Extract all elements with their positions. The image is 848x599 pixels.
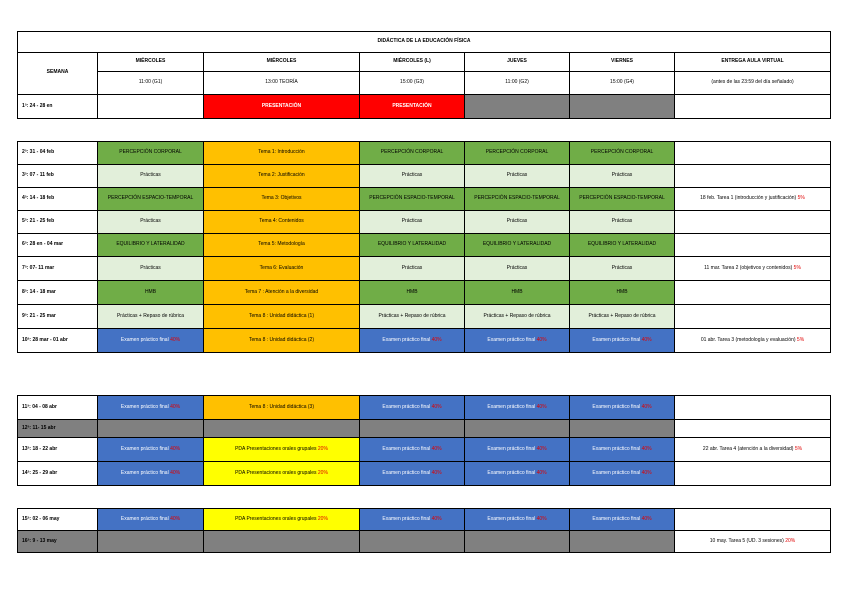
cell-text: Prácticas (401, 172, 423, 179)
week-label: 5ª: 21 - 25 feb (18, 211, 98, 234)
cell-text: Examen práctico final (382, 469, 432, 476)
table-row (18, 165, 831, 188)
entrega-cell (675, 281, 831, 305)
session-cell (465, 438, 570, 462)
session-cell (204, 188, 360, 211)
session-cell (204, 396, 360, 420)
cell-text: Prácticas (140, 172, 161, 179)
cell-text: Tema 8 : Unidad didáctica (2) (248, 336, 315, 343)
session-cell (465, 396, 570, 420)
entrega-text: 10 may. Tarea 5 (UD. 3 sesiones) (709, 537, 786, 544)
percent-value: 40% (431, 515, 442, 522)
session-cell (98, 305, 204, 329)
percent-value: 40% (536, 336, 547, 343)
cell-text: EQUILIBRIO Y LATERALIDAD (587, 241, 657, 248)
entrega-cell (675, 305, 831, 329)
entrega-cell (675, 329, 831, 353)
entrega-percent: 20% (785, 537, 796, 544)
col-day-5: VIERNES (570, 52, 675, 71)
session-cell (570, 257, 675, 281)
session-cell (570, 234, 675, 257)
percent-value: 40% (641, 469, 652, 476)
table-row (18, 281, 831, 305)
week-label: 11ª: 04 - 08 abr (18, 396, 98, 420)
percent-value: 40% (431, 445, 442, 452)
percent-value: 20% (317, 515, 328, 522)
percent-value: 40% (641, 515, 652, 522)
session-cell (570, 396, 675, 420)
session-cell (570, 462, 675, 486)
session-cell (98, 509, 204, 531)
cell-text: Prácticas (140, 264, 161, 271)
table-row (18, 420, 831, 438)
percent-value: 40% (431, 469, 442, 476)
week-label: 8ª: 14 - 18 mar (18, 281, 98, 305)
session-cell (465, 211, 570, 234)
cell-text: Tema 8 : Unidad didáctica (1) (248, 312, 315, 319)
cell-text: PERCEPCIÓN ESPACIO-TEMPORAL (474, 195, 560, 202)
session-cell (570, 165, 675, 188)
week-label: 2ª: 31 - 04 feb (18, 142, 98, 165)
entrega-text: 01 abr. Tarea 3 (metodología y evaluación) (700, 336, 797, 343)
entrega-note: (antes de las 23:59 del día señalado) (675, 71, 831, 94)
cell-text: Examen práctico final (120, 445, 171, 452)
cell-text: PRESENTACIÓN (392, 102, 432, 109)
session-cell (98, 531, 204, 553)
percent-value: 40% (641, 403, 652, 410)
session-cell (360, 438, 465, 462)
cell-text: Tema 7 : Atención a la diversidad (244, 288, 319, 295)
entrega-text: 11 mar. Tarea 2 (objetivos y contenidos) (704, 264, 794, 271)
entrega-cell (675, 438, 831, 462)
entrega-cell (675, 509, 831, 531)
percent-value: 20% (317, 469, 328, 476)
session-cell (98, 257, 204, 281)
session-cell (204, 234, 360, 257)
session-cell (465, 188, 570, 211)
cell-text: Examen práctico final (382, 445, 432, 452)
session-cell (98, 165, 204, 188)
cell-text: Prácticas + Repaso de rúbrica (116, 312, 185, 319)
cell-text: EQUILIBRIO Y LATERALIDAD (116, 241, 185, 248)
session-cell (570, 420, 675, 438)
percent-value: 40% (431, 403, 442, 410)
session-cell (360, 305, 465, 329)
table-row (18, 438, 831, 462)
semana-header: SEMANA (18, 52, 98, 94)
schedule-block-table (17, 395, 831, 486)
session-cell (204, 509, 360, 531)
session-cell (465, 329, 570, 353)
cell-text: Tema 4: Contenidos (259, 218, 304, 225)
session-cell (360, 94, 465, 118)
cell-text: PDA Presentaciones orales grupales (235, 515, 318, 522)
week-label: 12ª: 11- 15 abr (18, 420, 98, 438)
session-cell (570, 329, 675, 353)
cell-text: Prácticas (506, 264, 528, 271)
entrega-cell (675, 211, 831, 234)
session-cell (360, 234, 465, 257)
col-time-3: 15:00 (G3) (360, 71, 465, 94)
session-cell (98, 420, 204, 438)
session-cell (204, 257, 360, 281)
session-cell (465, 165, 570, 188)
col-day-1: MIÉRCOLES (98, 52, 204, 71)
table-row (18, 305, 831, 329)
percent-value: 40% (641, 445, 652, 452)
cell-text: Examen práctico final (487, 403, 537, 410)
session-cell (465, 94, 570, 118)
session-cell (204, 165, 360, 188)
week-label: 6ª: 28 en - 04 mar (18, 234, 98, 257)
schedule-title: DIDÁCTICA DE LA EDUCACIÓN FÍSICA (18, 32, 831, 53)
cell-text: Examen práctico final (592, 469, 642, 476)
cell-text: PERCEPCIÓN CORPORAL (485, 149, 549, 156)
entrega-percent: 5% (797, 195, 805, 202)
session-cell (204, 462, 360, 486)
session-cell (360, 531, 465, 553)
cell-text: PERCEPCIÓN ESPACIO-TEMPORAL (107, 195, 194, 202)
cell-text: HMB (616, 288, 628, 295)
session-cell (465, 305, 570, 329)
cell-text: PRESENTACIÓN (261, 102, 302, 109)
percent-value: 40% (170, 469, 181, 476)
session-cell (98, 462, 204, 486)
table-row (18, 509, 831, 531)
schedule-block-table (17, 256, 831, 353)
percent-value: 40% (170, 445, 181, 452)
cell-text: Examen práctico final (120, 336, 171, 343)
entrega-percent: 5% (793, 264, 801, 271)
session-cell (360, 188, 465, 211)
cell-text: Examen práctico final (120, 515, 171, 522)
session-cell (98, 94, 204, 118)
entrega-cell (675, 94, 831, 118)
entrega-text: 18 feb. Tarea 1 (introducción y justificación) (700, 195, 798, 202)
entrega-cell (675, 165, 831, 188)
cell-text: PERCEPCIÓN CORPORAL (380, 149, 444, 156)
cell-text: Examen práctico final (592, 336, 642, 343)
cell-text: PERCEPCIÓN ESPACIO-TEMPORAL (369, 195, 455, 202)
cell-text: Prácticas (401, 264, 423, 271)
session-cell (204, 94, 360, 118)
session-cell (204, 211, 360, 234)
percent-value: 40% (170, 403, 181, 410)
session-cell (204, 420, 360, 438)
schedule-block-table (17, 508, 831, 553)
cell-text: EQUILIBRIO Y LATERALIDAD (482, 241, 552, 248)
entrega-cell (675, 188, 831, 211)
percent-value: 40% (536, 403, 547, 410)
cell-text: Prácticas (611, 218, 633, 225)
session-cell (98, 281, 204, 305)
percent-value: 40% (536, 469, 547, 476)
schedule-block-table (17, 141, 831, 257)
cell-text: HMB (406, 288, 418, 295)
col-day-4: JUEVES (465, 52, 570, 71)
entrega-cell (675, 142, 831, 165)
table-row (18, 257, 831, 281)
table-row (18, 188, 831, 211)
week-label: 14ª: 25 - 29 abr (18, 462, 98, 486)
session-cell (204, 281, 360, 305)
session-cell (360, 257, 465, 281)
cell-text: Examen práctico final (592, 515, 642, 522)
schedule-header-table (17, 31, 831, 119)
percent-value: 40% (641, 336, 652, 343)
cell-text: Examen práctico final (382, 515, 432, 522)
cell-text: Prácticas + Repaso de rúbrica (588, 312, 656, 319)
session-cell (465, 420, 570, 438)
session-cell (204, 142, 360, 165)
week-label: 7ª: 07- 11 mar (18, 257, 98, 281)
cell-text: Prácticas (140, 218, 161, 225)
session-cell (570, 531, 675, 553)
cell-text: EQUILIBRIO Y LATERALIDAD (377, 241, 447, 248)
session-cell (360, 211, 465, 234)
cell-text: Tema 6: Evaluación (259, 264, 304, 271)
session-cell (465, 257, 570, 281)
cell-text: Examen práctico final (592, 445, 642, 452)
session-cell (465, 234, 570, 257)
session-cell (98, 234, 204, 257)
cell-text: PERCEPCIÓN ESPACIO-TEMPORAL (579, 195, 665, 202)
session-cell (98, 396, 204, 420)
cell-text: Examen práctico final (487, 469, 537, 476)
session-cell (204, 305, 360, 329)
table-row (18, 94, 831, 118)
col-time-4: 11:00 (G2) (465, 71, 570, 94)
cell-text: PERCEPCIÓN CORPORAL (590, 149, 654, 156)
session-cell (360, 396, 465, 420)
entrega-cell (675, 257, 831, 281)
cell-text: Examen práctico final (487, 515, 537, 522)
cell-text: HMB (511, 288, 523, 295)
cell-text: Tema 5: Metodología (258, 241, 305, 248)
table-row (18, 329, 831, 353)
week-label: 15ª: 02 - 06 may (18, 509, 98, 531)
session-cell (204, 329, 360, 353)
cell-text: Tema 3: Objetivos (261, 195, 302, 202)
session-cell (570, 142, 675, 165)
entrega-header: ENTREGA AULA VIRTUAL (675, 52, 831, 71)
week-label: 1ª: 24 - 28 en (18, 94, 98, 118)
cell-text: PDA Presentaciones orales grupales (235, 445, 318, 452)
cell-text: Prácticas (611, 264, 633, 271)
session-cell (570, 305, 675, 329)
entrega-cell (675, 462, 831, 486)
table-row (18, 462, 831, 486)
entrega-cell (675, 234, 831, 257)
cell-text: HMB (144, 288, 157, 295)
table-row (18, 234, 831, 257)
week-label: 4ª: 14 - 18 feb (18, 188, 98, 211)
cell-text: Examen práctico final (120, 403, 171, 410)
session-cell (570, 281, 675, 305)
session-cell (465, 142, 570, 165)
percent-value: 40% (536, 445, 547, 452)
session-cell (98, 438, 204, 462)
cell-text: Examen práctico final (382, 336, 432, 343)
cell-text: Prácticas (401, 218, 423, 225)
session-cell (465, 509, 570, 531)
session-cell (465, 462, 570, 486)
session-cell (465, 281, 570, 305)
session-cell (570, 211, 675, 234)
col-time-5: 15:00 (G4) (570, 71, 675, 94)
col-time-1: 11:00 (G1) (98, 71, 204, 94)
percent-value: 40% (431, 336, 442, 343)
session-cell (570, 188, 675, 211)
week-label: 9ª: 21 - 25 mar (18, 305, 98, 329)
percent-value: 20% (317, 445, 328, 452)
week-label: 3ª: 07 - 11 feb (18, 165, 98, 188)
cell-text: Tema 8 : Unidad didáctica (3) (248, 403, 315, 410)
cell-text: Tema 2: Justificación (258, 172, 305, 179)
entrega-percent: 5% (796, 336, 805, 343)
session-cell (98, 142, 204, 165)
percent-value: 40% (536, 515, 547, 522)
col-day-2: MIÉRCOLES (204, 52, 360, 71)
entrega-cell (675, 531, 831, 553)
cell-text: Examen práctico final (487, 445, 537, 452)
cell-text: Prácticas (611, 172, 633, 179)
week-label: 13ª: 18 - 22 abr (18, 438, 98, 462)
table-row (18, 142, 831, 165)
table-row (18, 211, 831, 234)
cell-text: Examen práctico final (382, 403, 432, 410)
cell-text: Tema 1: Introducción (258, 149, 305, 156)
session-cell (360, 509, 465, 531)
entrega-text: 22 abr. Tarea 4 (atención a la diversidad) (702, 445, 795, 452)
session-cell (360, 329, 465, 353)
percent-value: 40% (170, 515, 181, 522)
entrega-percent: 5% (794, 445, 803, 452)
cell-text: Prácticas + Repaso de rúbrica (378, 312, 446, 319)
session-cell (98, 188, 204, 211)
session-cell (204, 438, 360, 462)
cell-text: PDA Presentaciones orales grupales (235, 469, 318, 476)
entrega-cell (675, 396, 831, 420)
table-row (18, 531, 831, 553)
session-cell (570, 438, 675, 462)
entrega-cell (675, 420, 831, 438)
cell-text: Examen práctico final (487, 336, 537, 343)
percent-value: 40% (170, 336, 181, 343)
table-row (18, 396, 831, 420)
session-cell (570, 509, 675, 531)
session-cell (465, 531, 570, 553)
session-cell (570, 94, 675, 118)
session-cell (360, 165, 465, 188)
session-cell (98, 329, 204, 353)
cell-text: Prácticas + Repaso de rúbrica (483, 312, 551, 319)
cell-text: PERCEPCIÓN CORPORAL (119, 149, 182, 156)
cell-text: Prácticas (506, 172, 528, 179)
session-cell (360, 281, 465, 305)
cell-text: Examen práctico final (120, 469, 171, 476)
session-cell (360, 462, 465, 486)
week-label: 16ª: 9 - 13 may (18, 531, 98, 553)
cell-text: Examen práctico final (592, 403, 642, 410)
week-label: 10ª: 28 mar - 01 abr (18, 329, 98, 353)
session-cell (204, 531, 360, 553)
session-cell (360, 142, 465, 165)
session-cell (98, 211, 204, 234)
col-time-2: 13:00 TEORÍA (204, 71, 360, 94)
col-day-3: MIÉRCOLES (L) (360, 52, 465, 71)
cell-text: Prácticas (506, 218, 528, 225)
session-cell (360, 420, 465, 438)
